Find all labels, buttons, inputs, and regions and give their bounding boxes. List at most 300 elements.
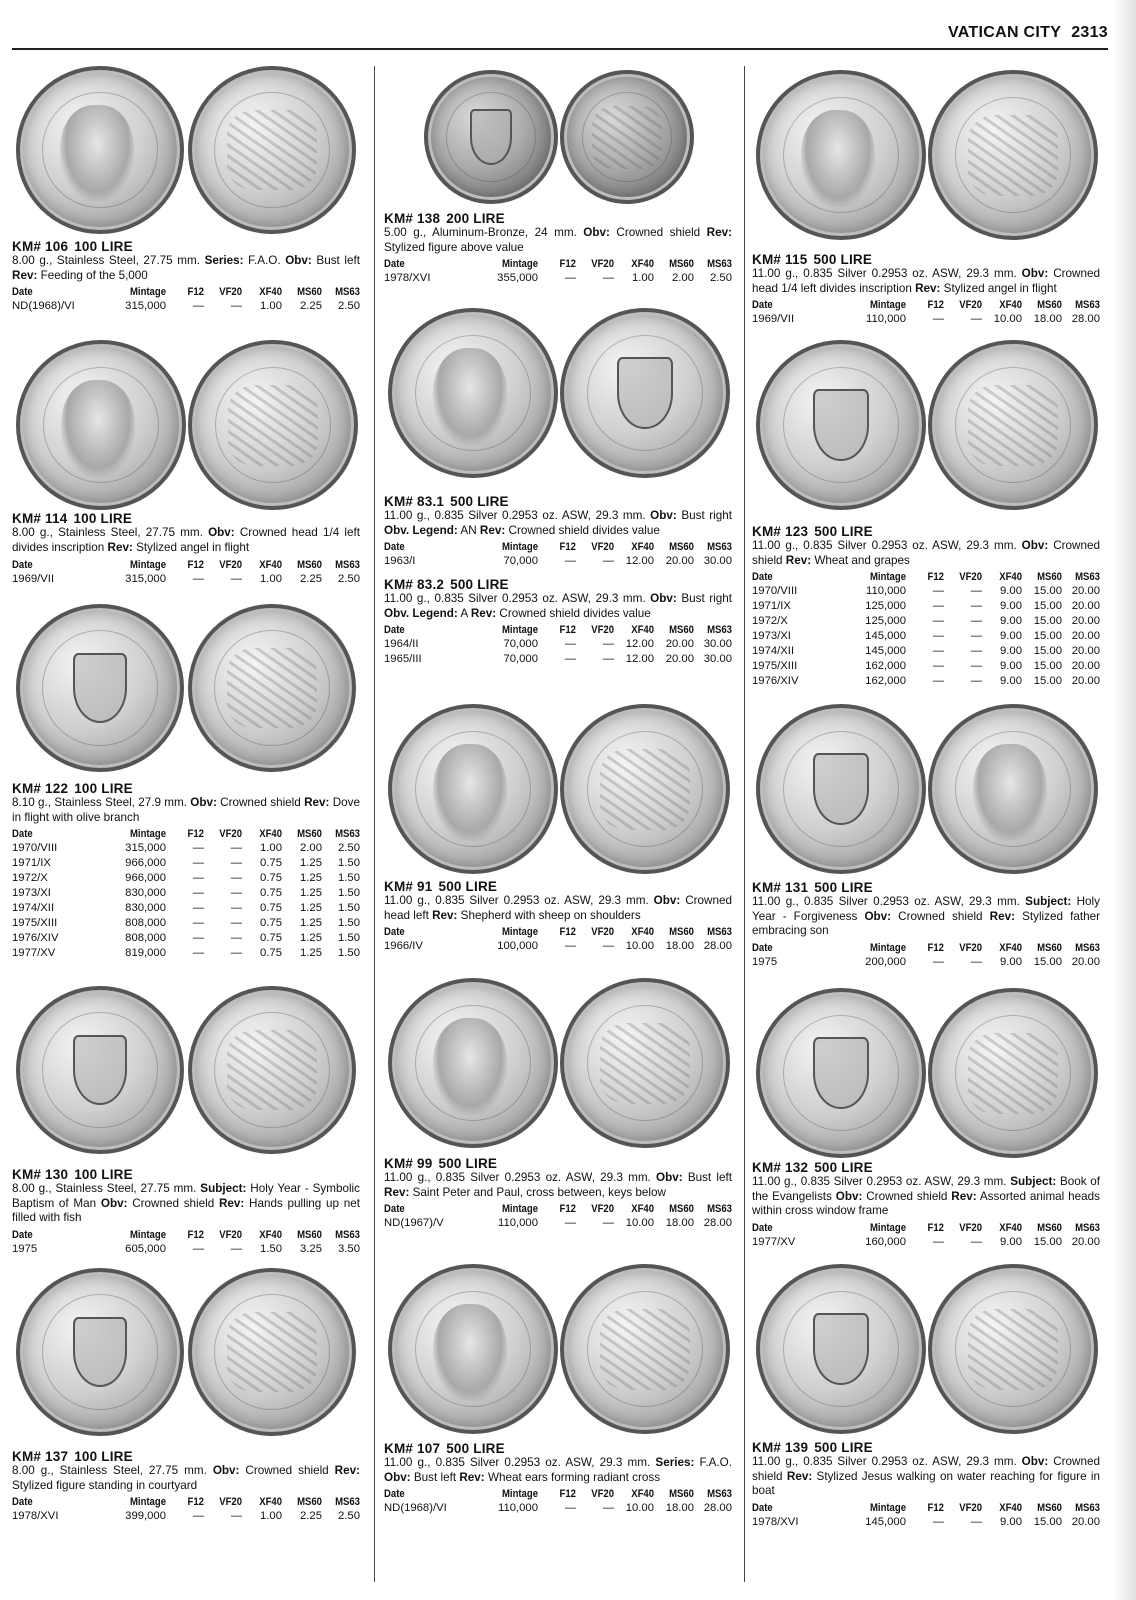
description-field-label: Obv:	[1021, 267, 1049, 280]
description-text: Saint Peter and Paul, cross between, keys below	[409, 1185, 666, 1199]
description-field-label: Obv:	[583, 226, 610, 239]
coin-motif-relief	[968, 1309, 1059, 1390]
coin-bust-relief	[801, 110, 876, 207]
table-cell: 1.25	[300, 931, 322, 944]
column-header: MS60	[669, 623, 694, 636]
column-header: Date	[752, 941, 773, 954]
table-row	[12, 901, 360, 916]
table-cell: 20.00	[1071, 956, 1100, 969]
table-row	[12, 841, 360, 856]
mintage-price-table	[12, 826, 360, 960]
table-cell: 20.00	[665, 638, 694, 651]
table-cell: 1970/VIII	[12, 842, 58, 855]
coin-reverse	[560, 978, 730, 1148]
column-header: MS63	[335, 1495, 360, 1508]
table-cell: 15.00	[1033, 630, 1062, 643]
column-header: F12	[187, 285, 204, 298]
denomination: 100 LIRE	[74, 1167, 133, 1182]
table-cell: 1977/XV	[752, 1236, 796, 1249]
coin-motif-relief	[592, 106, 663, 169]
column-divider	[374, 66, 375, 1582]
description-text: Hands pulling up net filled with fish	[12, 1196, 360, 1225]
table-row	[752, 658, 1100, 673]
table-cell: 1978/XVI	[752, 1516, 799, 1529]
table-cell: —	[230, 946, 242, 959]
coin-obverse	[388, 308, 558, 478]
coin-obverse	[756, 340, 926, 510]
column-header: Date	[12, 827, 33, 840]
coin-motif-relief	[227, 110, 317, 190]
coin-shield-relief	[813, 753, 868, 824]
coin-reverse	[928, 70, 1098, 240]
table-cell: —	[230, 916, 242, 929]
table-cell: 1.50	[338, 946, 360, 959]
km-number: KM# 83.1	[384, 494, 445, 509]
km-number: KM# 115	[752, 252, 808, 267]
table-cell: 1971/IX	[752, 600, 791, 613]
table-cell: 1.25	[300, 916, 322, 929]
table-cell: 1963/I	[384, 555, 416, 568]
column-header: MS63	[1075, 1221, 1100, 1234]
table-header-row	[384, 1201, 732, 1216]
column-header: MS60	[1037, 1221, 1062, 1234]
table-row	[384, 1501, 732, 1516]
column-header: Date	[384, 1487, 405, 1500]
table-cell: 110,000	[866, 313, 906, 326]
column-header: VF20	[959, 1221, 982, 1234]
table-cell: 1976/XIV	[752, 674, 799, 687]
catalog-number-heading	[752, 1440, 873, 1455]
table-cell: 1969/VII	[12, 573, 55, 586]
description-text: 11.00 g., 0.835 Silver 0.2953 oz. ASW, 29.3 mm.	[384, 1171, 656, 1184]
column-header: Date	[384, 925, 405, 938]
description-text: Stylized figure standing in courtyard	[12, 1478, 198, 1492]
table-cell: 125,000	[865, 615, 906, 628]
table-cell: 9.00	[1000, 585, 1022, 598]
column-header: Mintage	[129, 558, 166, 571]
column-header: Date	[384, 623, 405, 636]
coin-obverse	[756, 1264, 926, 1434]
table-cell: —	[564, 1217, 576, 1230]
table-cell: 315,000	[125, 842, 166, 855]
table-row	[384, 554, 732, 569]
coin-images	[12, 604, 362, 772]
table-cell: —	[970, 585, 982, 598]
catalog-number-heading	[12, 239, 133, 254]
denomination: 500 LIRE	[814, 524, 873, 539]
table-cell: —	[230, 902, 242, 914]
table-cell: —	[230, 573, 242, 586]
table-cell: 1972/X	[752, 615, 788, 628]
column-header: VF20	[219, 1228, 242, 1241]
table-cell: 1971/IX	[12, 857, 51, 870]
table-cell: —	[932, 1236, 944, 1249]
description-text: Crowned head 1/4 left divides inscription	[752, 267, 1100, 295]
table-cell: —	[932, 630, 944, 643]
table-cell: 0.75	[260, 857, 282, 870]
table-cell: 0.75	[260, 946, 282, 959]
table-cell: 1966/IV	[384, 940, 423, 953]
table-cell: —	[564, 653, 576, 666]
description-field-label: Obv. Legend:	[384, 606, 458, 620]
table-cell: 10.00	[625, 1502, 654, 1515]
coin-reverse	[560, 1264, 730, 1434]
column-header: XF40	[259, 558, 282, 571]
column-divider	[744, 66, 745, 1582]
description-text: Wheat and grapes	[811, 553, 910, 567]
table-cell: 1970/VIII	[752, 585, 798, 598]
description-text: Stylized angel in flight	[940, 281, 1057, 295]
denomination: 500 LIRE	[814, 1440, 873, 1455]
description-text: F.A.O.	[243, 254, 286, 267]
description-field-label: Obv:	[1021, 539, 1049, 552]
table-cell: 9.00	[1000, 659, 1022, 672]
table-cell: 1.50	[338, 857, 360, 870]
description-field-label: Subject:	[200, 1182, 247, 1195]
table-cell: 28.00	[703, 1502, 732, 1515]
description-text: Stylized father embracing son	[752, 909, 1100, 938]
mintage-price-table	[384, 1201, 732, 1231]
coin-description	[12, 254, 360, 283]
column-header: MS63	[1075, 570, 1100, 583]
coin-shield-relief	[813, 1037, 868, 1108]
coin-bust-relief	[973, 744, 1048, 841]
table-cell: —	[192, 946, 204, 959]
column-header: XF40	[631, 257, 654, 270]
table-cell: —	[602, 653, 614, 666]
table-cell: 100,000	[497, 940, 538, 953]
description-text: Crowned shield	[609, 226, 707, 239]
table-cell: —	[602, 1502, 614, 1515]
column-header: MS63	[707, 925, 732, 938]
table-row	[384, 1216, 732, 1231]
coin-images	[384, 704, 734, 874]
table-cell: 18.00	[1033, 313, 1062, 326]
column-header: F12	[187, 558, 204, 571]
table-cell: 1.00	[260, 573, 282, 586]
table-cell: —	[192, 872, 204, 885]
column-header: XF40	[631, 1202, 654, 1215]
description-field-label: Obv:	[653, 894, 681, 907]
table-header-row	[752, 569, 1100, 584]
coin-reverse	[188, 986, 356, 1154]
mintage-price-table	[752, 1220, 1100, 1250]
coin-description	[752, 1455, 1100, 1499]
description-text: A	[457, 606, 471, 620]
table-cell: 10.00	[993, 313, 1022, 326]
coin-bust-relief	[433, 744, 508, 841]
table-cell: 1.00	[260, 300, 282, 313]
table-header-row	[12, 826, 360, 841]
coin-images	[752, 988, 1102, 1158]
table-cell: —	[602, 638, 614, 651]
table-cell: —	[230, 872, 242, 885]
table-row	[12, 1509, 360, 1524]
catalog-number-heading	[384, 494, 509, 509]
column-header: MS60	[297, 1495, 322, 1508]
table-row	[384, 939, 732, 954]
table-cell: 15.00	[1033, 659, 1062, 672]
description-field-label: Series:	[204, 254, 244, 267]
table-cell: —	[970, 956, 982, 969]
table-cell: —	[192, 842, 204, 855]
coin-obverse	[16, 986, 184, 1154]
table-header-row	[12, 284, 360, 299]
table-cell: 3.25	[300, 1243, 322, 1256]
coin-shield-relief	[617, 357, 672, 428]
column-header: XF40	[631, 540, 654, 553]
column-header: Date	[12, 558, 33, 571]
description-text: 11.00 g., 0.835 Silver 0.2953 oz. ASW, 29.3 mm.	[752, 1175, 1011, 1188]
coin-shield-relief	[73, 1317, 127, 1387]
column-header: MS63	[707, 1487, 732, 1500]
column-header: MS63	[707, 623, 732, 636]
denomination: 500 LIRE	[814, 1160, 873, 1175]
description-text: Crowned shield	[239, 1464, 335, 1477]
country-title: VATICAN CITY	[947, 24, 1062, 41]
table-cell: —	[932, 1516, 944, 1529]
column-header: F12	[559, 257, 576, 270]
table-cell: —	[192, 573, 204, 586]
coin-motif-relief	[968, 1033, 1059, 1114]
table-row	[12, 572, 360, 587]
table-cell: —	[564, 272, 576, 285]
denomination: 500 LIRE	[814, 880, 873, 895]
table-cell: 10.00	[625, 1217, 654, 1230]
denomination: 100 LIRE	[73, 511, 133, 526]
coin-description	[384, 1456, 732, 1485]
km-number: KM# 114	[12, 511, 68, 526]
table-cell: 2.25	[300, 573, 322, 586]
coin-shield-relief	[813, 1313, 868, 1384]
description-text: 5.00 g., Aluminum-Bronze, 24 mm.	[384, 226, 584, 239]
table-cell: 1.50	[338, 902, 360, 914]
description-field-label: Obv:	[190, 796, 217, 809]
coin-description	[384, 226, 732, 255]
column-header: Mintage	[869, 570, 906, 583]
description-text: Crowned shield	[862, 1189, 952, 1203]
coin-images	[752, 70, 1102, 240]
description-field-label: Obv:	[835, 1189, 863, 1203]
description-field-label: Rev:	[12, 268, 38, 282]
coin-reverse	[560, 704, 730, 874]
catalog-number-heading	[384, 879, 497, 894]
table-cell: —	[230, 931, 242, 944]
km-number: KM# 138	[384, 211, 441, 226]
column-header: MS60	[669, 1487, 694, 1500]
table-cell: 18.00	[665, 940, 694, 953]
catalog-number-heading	[384, 1156, 497, 1171]
km-number: KM# 139	[752, 1440, 809, 1455]
km-number: KM# 132	[752, 1160, 809, 1175]
column-header: MS60	[669, 257, 694, 270]
column-header: Mintage	[869, 1221, 906, 1234]
coin-bust-relief	[60, 105, 134, 201]
coin-reverse	[188, 1268, 356, 1436]
column-header: VF20	[959, 941, 982, 954]
column-header: Date	[384, 540, 405, 553]
column-header: Mintage	[129, 285, 166, 298]
column-header: XF40	[259, 285, 282, 298]
column-header: MS63	[707, 1202, 732, 1215]
table-cell: 1964/II	[384, 638, 419, 651]
description-field-label: Obv:	[656, 1171, 683, 1184]
description-field-label: Obv:	[384, 1470, 411, 1484]
coin-obverse	[756, 988, 926, 1158]
description-field-label: Rev:	[218, 1196, 245, 1210]
description-field-label: Rev:	[479, 523, 506, 537]
table-row	[752, 312, 1100, 327]
coin-images	[384, 70, 734, 204]
table-cell: 1965/III	[384, 653, 422, 666]
table-row	[12, 886, 360, 901]
column-header: F12	[559, 1487, 576, 1500]
coin-description	[384, 1171, 732, 1200]
table-cell: 1972/X	[12, 872, 48, 885]
column-header: MS60	[297, 1228, 322, 1241]
table-cell: 145,000	[865, 1516, 906, 1529]
coin-motif-relief	[227, 648, 317, 728]
table-header-row	[752, 1500, 1100, 1515]
column-header: MS63	[1075, 298, 1100, 311]
description-field-label: Rev:	[384, 1185, 410, 1199]
description-field-label: Subject:	[1010, 1175, 1057, 1188]
description-text: 8.00 g., Stainless Steel, 27.75 mm.	[12, 254, 205, 267]
table-cell: 20.00	[1071, 1236, 1100, 1249]
column-header: MS60	[297, 558, 322, 571]
table-cell: 2.50	[338, 1510, 360, 1523]
table-cell: 15.00	[1033, 615, 1062, 628]
table-cell: —	[602, 555, 614, 568]
denomination: 500 LIRE	[438, 1156, 498, 1171]
table-cell: 1978/XVI	[12, 1510, 59, 1523]
description-text: 11.00 g., 0.835 Silver 0.2953 oz. ASW, 29.3 mm.	[752, 539, 1022, 552]
table-cell: 355,000	[497, 272, 538, 285]
table-cell: 9.00	[1000, 1236, 1022, 1249]
table-cell: —	[564, 555, 576, 568]
table-cell: 15.00	[1033, 645, 1062, 657]
column-header: VF20	[219, 1495, 242, 1508]
description-text: Crowned head 1/4 left divides inscription	[12, 526, 360, 554]
km-number: KM# 83.2	[384, 577, 445, 592]
description-field-label: Rev:	[785, 553, 812, 567]
column-header: XF40	[999, 298, 1022, 311]
column-header: F12	[187, 1228, 204, 1241]
column-header: Mintage	[129, 827, 166, 840]
column-header: Mintage	[501, 1487, 538, 1500]
column-header: MS63	[1075, 1501, 1100, 1514]
table-row	[12, 871, 360, 886]
table-cell: 30.00	[703, 638, 732, 651]
column-header: Date	[384, 257, 405, 270]
coin-images	[12, 1268, 362, 1436]
description-text: Assorted animal heads within cross window frame	[752, 1189, 1100, 1218]
description-field-label: Rev:	[951, 1189, 977, 1203]
column-header: MS60	[1037, 570, 1062, 583]
table-cell: 20.00	[1071, 630, 1100, 643]
table-cell: 830,000	[125, 902, 166, 914]
table-cell: 20.00	[1071, 674, 1100, 687]
coin-motif-relief	[600, 749, 691, 830]
coin-description	[384, 592, 732, 621]
table-cell: 20.00	[1071, 659, 1100, 672]
column-header: VF20	[219, 558, 242, 571]
column-header: F12	[927, 570, 944, 583]
mintage-price-table	[12, 1227, 360, 1257]
denomination: 500 LIRE	[446, 1441, 505, 1456]
catalog-number-heading	[384, 1441, 505, 1456]
description-text: AN	[457, 523, 480, 537]
table-cell: 2.50	[338, 573, 360, 586]
mintage-price-table	[384, 1486, 732, 1516]
table-cell: —	[932, 615, 944, 628]
description-text: Holy Year - Forgiveness	[752, 895, 1100, 923]
denomination: 100 LIRE	[74, 239, 133, 254]
table-cell: 9.00	[1000, 674, 1022, 687]
description-text: 8.00 g., Stainless Steel, 27.75 mm.	[12, 1464, 213, 1477]
denomination: 500 LIRE	[450, 577, 509, 592]
table-cell: —	[230, 300, 242, 313]
description-text: Crowned shield	[752, 1455, 1100, 1483]
table-cell: 1974/XII	[12, 902, 55, 914]
km-number: KM# 99	[384, 1156, 433, 1171]
description-field-label: Rev:	[334, 1464, 360, 1477]
description-text: 8.00 g., Stainless Steel, 27.75 mm.	[12, 526, 209, 539]
description-field-label: Rev:	[915, 281, 941, 295]
table-cell: 20.00	[1071, 1516, 1100, 1529]
table-row	[384, 652, 732, 667]
description-text: Dove in flight with olive branch	[12, 796, 360, 824]
table-cell: 1.00	[632, 272, 654, 285]
table-cell: 9.00	[1000, 645, 1022, 657]
table-cell: 1975	[752, 956, 778, 969]
table-cell: —	[932, 956, 944, 969]
table-cell: 2.25	[300, 300, 322, 313]
mintage-price-table	[752, 569, 1100, 688]
table-cell: 808,000	[125, 916, 166, 929]
page-number: 2313	[1071, 24, 1108, 41]
column-header: Date	[752, 570, 773, 583]
table-cell: 1.25	[300, 857, 322, 870]
description-field-label: Obv:	[650, 592, 677, 605]
coin-reverse	[928, 704, 1098, 874]
table-cell: —	[564, 940, 576, 953]
table-cell: —	[230, 857, 242, 870]
table-cell: 1973/XI	[752, 630, 791, 643]
table-cell: —	[192, 916, 204, 929]
table-cell: 2.25	[300, 1510, 322, 1523]
coin-reverse	[928, 1264, 1098, 1434]
table-cell: 605,000	[125, 1243, 166, 1256]
description-field-label: Rev:	[304, 796, 330, 809]
column-header: F12	[559, 925, 576, 938]
table-cell: 70,000	[503, 555, 538, 568]
table-cell: 1.25	[300, 946, 322, 959]
table-cell: 28.00	[703, 940, 732, 953]
km-number: KM# 107	[384, 1441, 441, 1456]
km-number: KM# 137	[12, 1449, 69, 1464]
table-cell: 1975/XIII	[12, 916, 58, 929]
table-cell: 399,000	[125, 1510, 166, 1523]
table-row	[752, 1515, 1100, 1530]
coin-motif-relief	[600, 1023, 691, 1104]
column-header: F12	[187, 1495, 204, 1508]
coin-description	[12, 1464, 360, 1493]
table-cell: —	[932, 585, 944, 598]
coin-reverse	[928, 988, 1098, 1158]
description-text: 11.00 g., 0.835 Silver 0.2953 oz. ASW, 29.3 mm.	[752, 267, 1022, 280]
table-cell: —	[192, 887, 204, 900]
